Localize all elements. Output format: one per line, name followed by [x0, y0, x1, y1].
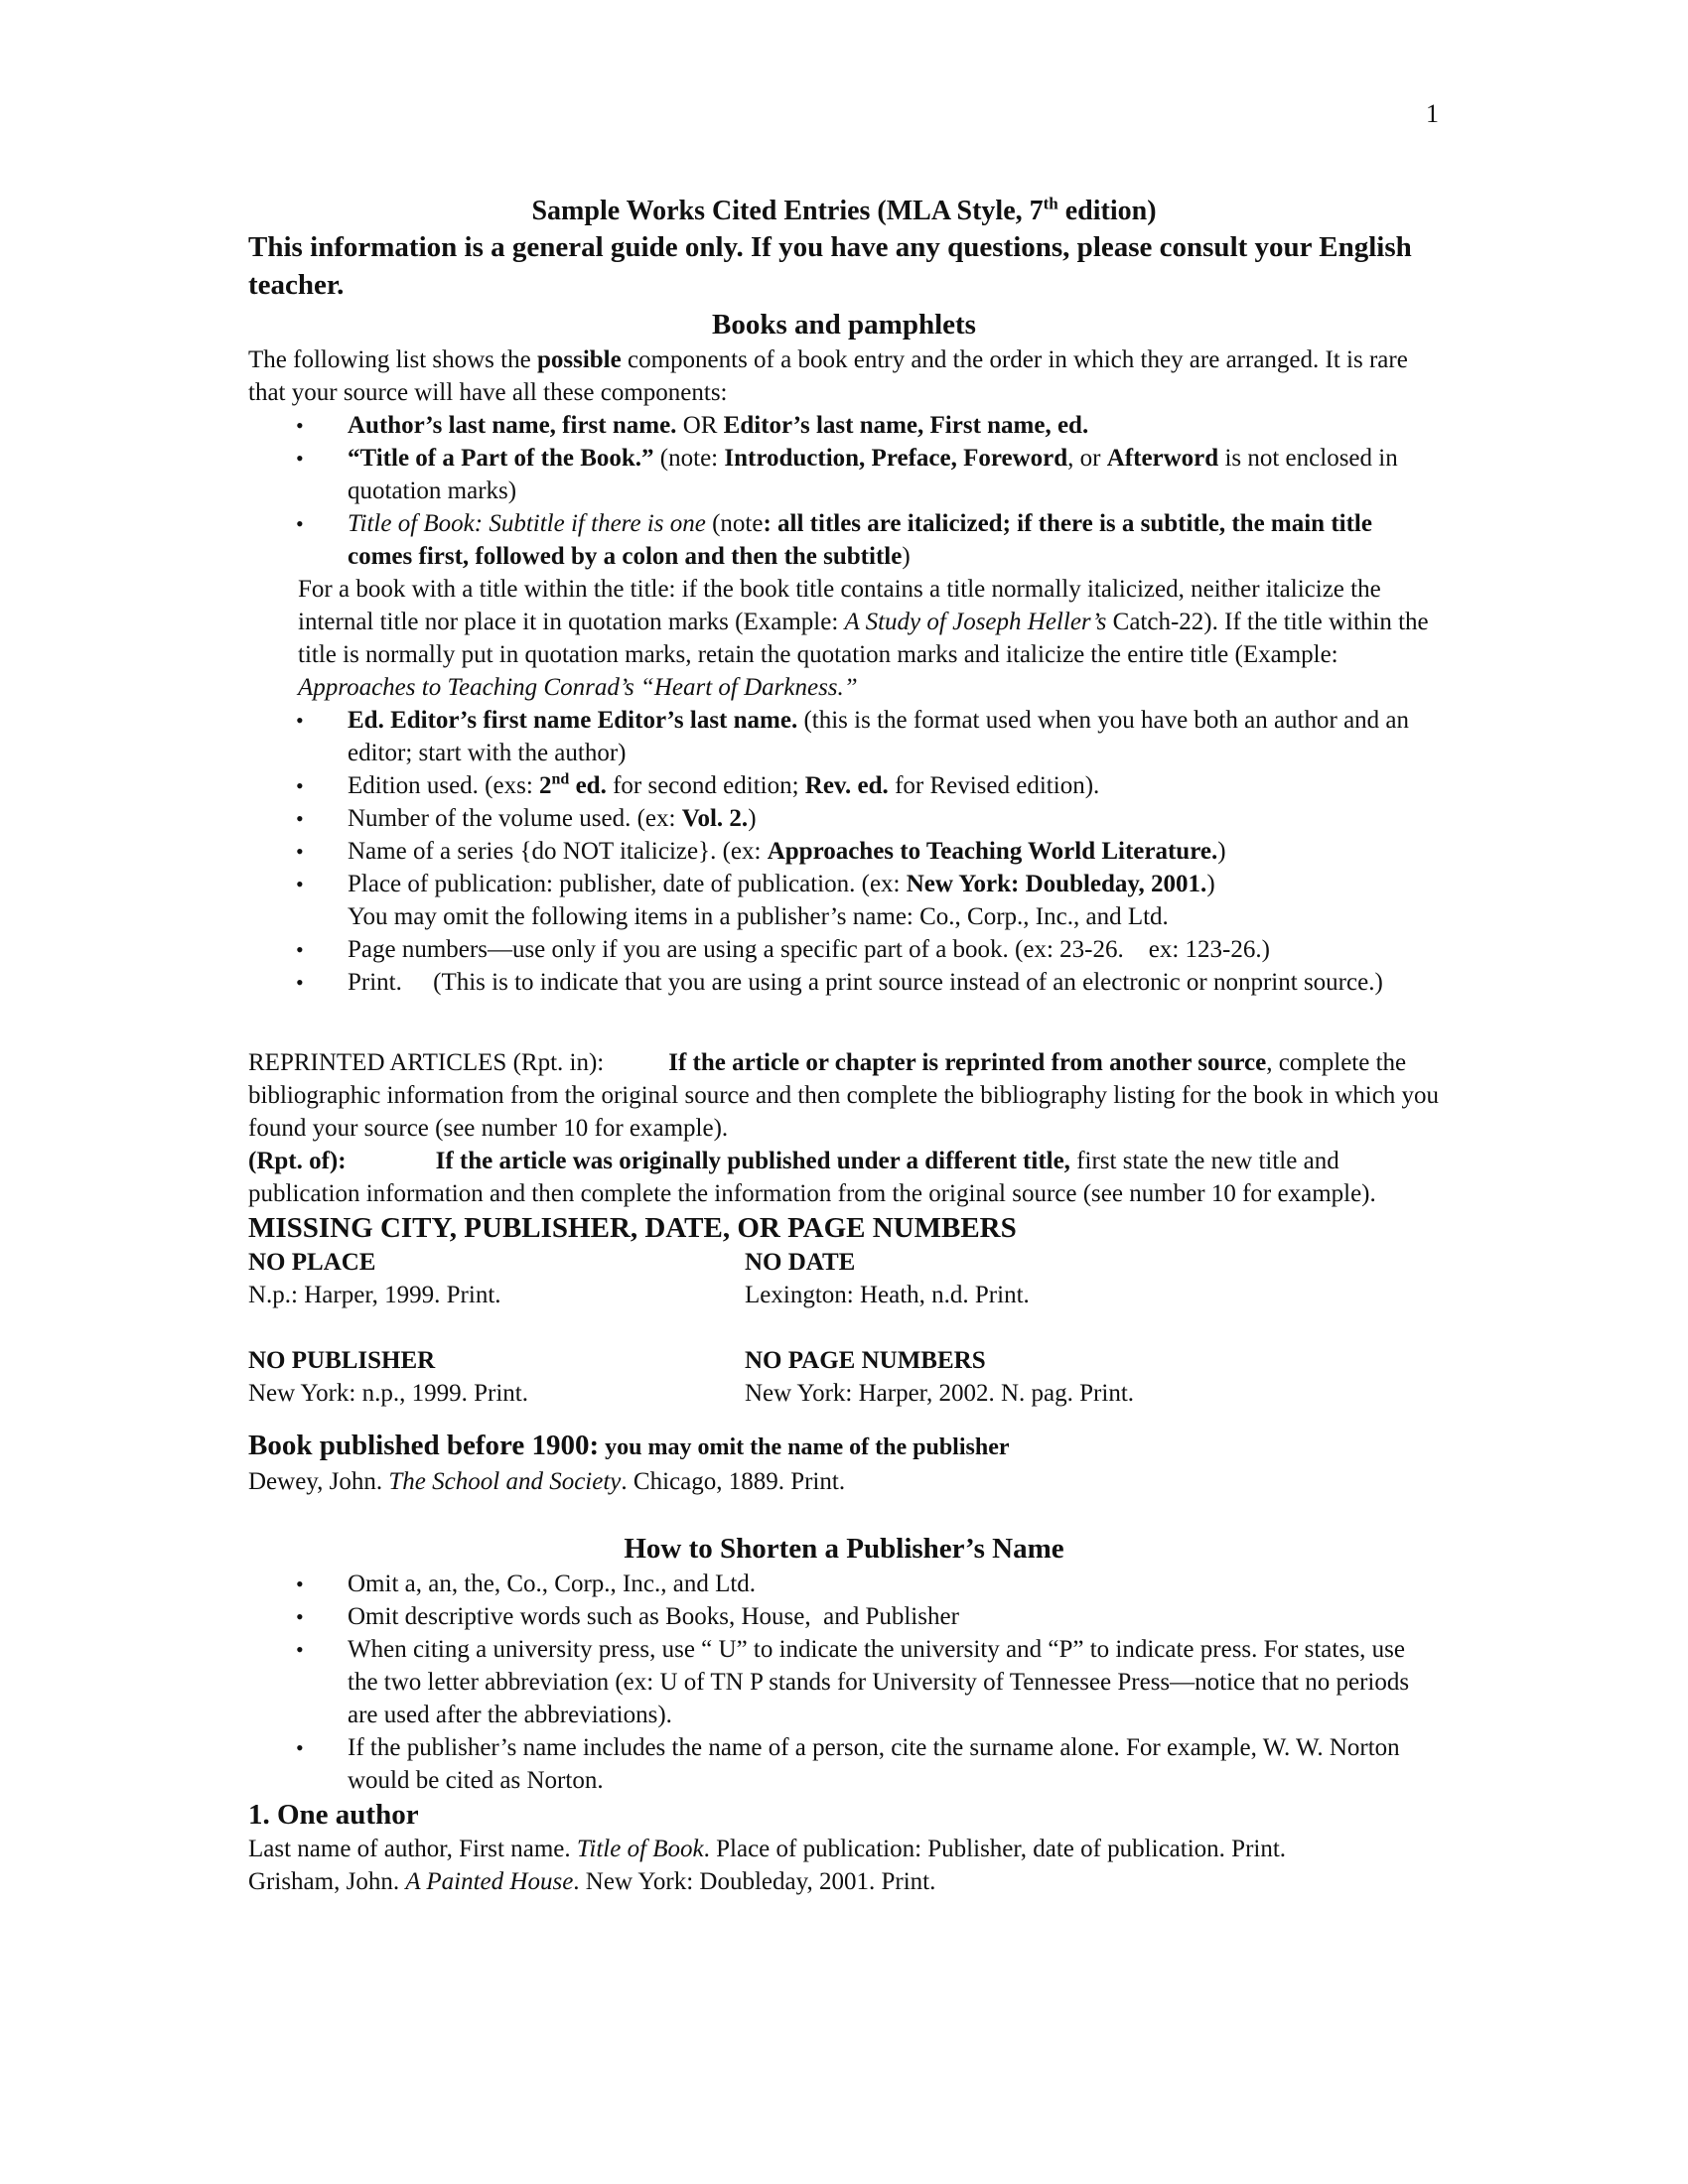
shorten-list [248, 1568, 1440, 1797]
list-item: • Author’s last name, first name. OR Editor’s last name, First name, ed. [248, 409, 1440, 442]
bullet-icon: • [296, 970, 304, 995]
list-item: • Number of the volume used. (ex: Vol. 2.) [248, 802, 1440, 835]
reprinted-of-note: (Rpt. of): If the article was originally published under a different title, first state the new title and publication information and then complete the information from the original source (see number 10 for example). [248, 1148, 1376, 1207]
bullet-icon: • [296, 708, 304, 733]
document-body [248, 195, 1440, 1898]
missing-cell-no-date: NO DATE Lexington: Heath, n.d. Print. [745, 1249, 1030, 1308]
section-heading-one-author: 1. One author [248, 1799, 419, 1831]
bullet-icon: • [296, 1735, 304, 1760]
missing-cell-no-page-numbers: NO PAGE NUMBERS New York: Harper, 2002. N. pag. Print. [745, 1347, 1135, 1407]
missing-cell-no-place: NO PLACE N.p.: Harper, 1999. Print. [248, 1249, 501, 1308]
components-list-continued [248, 704, 1440, 999]
bullet-icon: • [296, 872, 304, 896]
list-item: • Omit descriptive words such as Books, House, and Publisher [248, 1600, 1440, 1633]
list-item: • Print. (This is to indicate that you are using a print source instead of an electronic or nonprint source.) [248, 966, 1440, 999]
list-item: • If the publisher’s name includes the name of a person, cite the surname alone. For example, W. W. Norton would be cited as Norton. [248, 1731, 1440, 1797]
list-item: • Ed. Editor’s first name Editor’s last name. (this is the format used when you have both an author and an editor; start with the author) [248, 704, 1440, 769]
bullet-icon: • [296, 413, 304, 438]
bullet-icon: • [296, 1637, 304, 1662]
books-intro: The following list shows the possible components of a book entry and the order in which they are arranged. It is rare that your source will have all these components: [248, 346, 1408, 406]
list-item: • Edition used. (exs: 2nd ed. for second edition; Rev. ed. for Revised edition). [248, 769, 1440, 802]
missing-grid-row-2 [248, 1344, 1440, 1410]
bullet-icon: • [296, 446, 304, 471]
list-item: • Title of Book: Subtitle if there is one (note: all titles are italicized; if there is a subtitle, the main title comes first, followed by a colon and then the subtitle) [248, 507, 1440, 573]
bullet-icon: • [296, 773, 304, 798]
bullet-icon: • [296, 511, 304, 536]
guide-notice: This information is a general guide only. If you have any questions, please consult your English teacher. [248, 231, 1412, 301]
bullet-icon: • [296, 937, 304, 962]
section-heading-shorten: How to Shorten a Publisher’s Name [624, 1533, 1064, 1565]
reprinted-in-note: REPRINTED ARTICLES (Rpt. in): If the article or chapter is reprinted from another source, complete the bibliographic information from the original source and then complete the bibliography listing for the book in which you found your source (see number 10 for example). [248, 1049, 1440, 1142]
section-heading-missing: MISSING CITY, PUBLISHER, DATE, OR PAGE NUMBERS [248, 1212, 1017, 1244]
list-item: • Omit a, an, the, Co., Corp., Inc., and Ltd. [248, 1568, 1440, 1600]
title-within-title-note: For a book with a title within the title: if the book title contains a title normally italicized, neither italicize the internal title nor place it in quotation marks (Example: A Study of Joseph Heller’s Catch-22). If the title within the title is normally put in quotation marks, retain the quotation marks and italicize the entire title (Example: Approaches to Teaching Conrad’s “Heart of Darkness.” [298, 576, 1429, 701]
list-item: • Page numbers—use only if you are using a specific part of a book. (ex: 23-26. ex: 123-26.) [248, 933, 1440, 966]
bullet-icon: • [296, 806, 304, 831]
pre1900-example: Dewey, John. The School and Society. Chicago, 1889. Print. [248, 1468, 846, 1495]
list-item: • “Title of a Part of the Book.” (note: Introduction, Preface, Foreword, or Afterword is not enclosed in quotation marks) [248, 442, 1440, 507]
bullet-icon: • [296, 1604, 304, 1629]
list-item: • When citing a university press, use “ U” to indicate the university and “P” to indicate press. For states, use the two letter abbreviation (ex: U of TN P stands for University of Tennessee Press—notice that no periods are used after the abbreviations). [248, 1633, 1440, 1731]
components-list [248, 409, 1440, 573]
page-title: Sample Works Cited Entries (MLA Style, 7th edition) [531, 194, 1157, 226]
bullet-icon: • [296, 1571, 304, 1596]
one-author-example: Grisham, John. A Painted House. New York: Doubleday, 2001. Print. [248, 1868, 936, 1895]
list-item: • Name of a series {do NOT italicize}. (ex: Approaches to Teaching World Literature.) [248, 835, 1440, 868]
missing-cell-no-publisher: NO PUBLISHER New York: n.p., 1999. Print. [248, 1347, 528, 1407]
page-number: 1 [1426, 99, 1439, 128]
one-author-format: Last name of author, First name. Title of Book. Place of publication: Publisher, date of publication. Print. [248, 1836, 1287, 1862]
section-heading-pre1900: Book published before 1900: you may omit the name of the publisher [248, 1430, 1010, 1461]
missing-grid-row-1 [248, 1246, 1440, 1311]
list-item: • Place of publication: publisher, date of publication. (ex: New York: Doubleday, 2001.) You may omit the following items in a publisher’s name: Co., Corp., Inc., and Ltd. [248, 868, 1440, 933]
bullet-icon: • [296, 839, 304, 864]
section-heading-books: Books and pamphlets [712, 309, 976, 341]
